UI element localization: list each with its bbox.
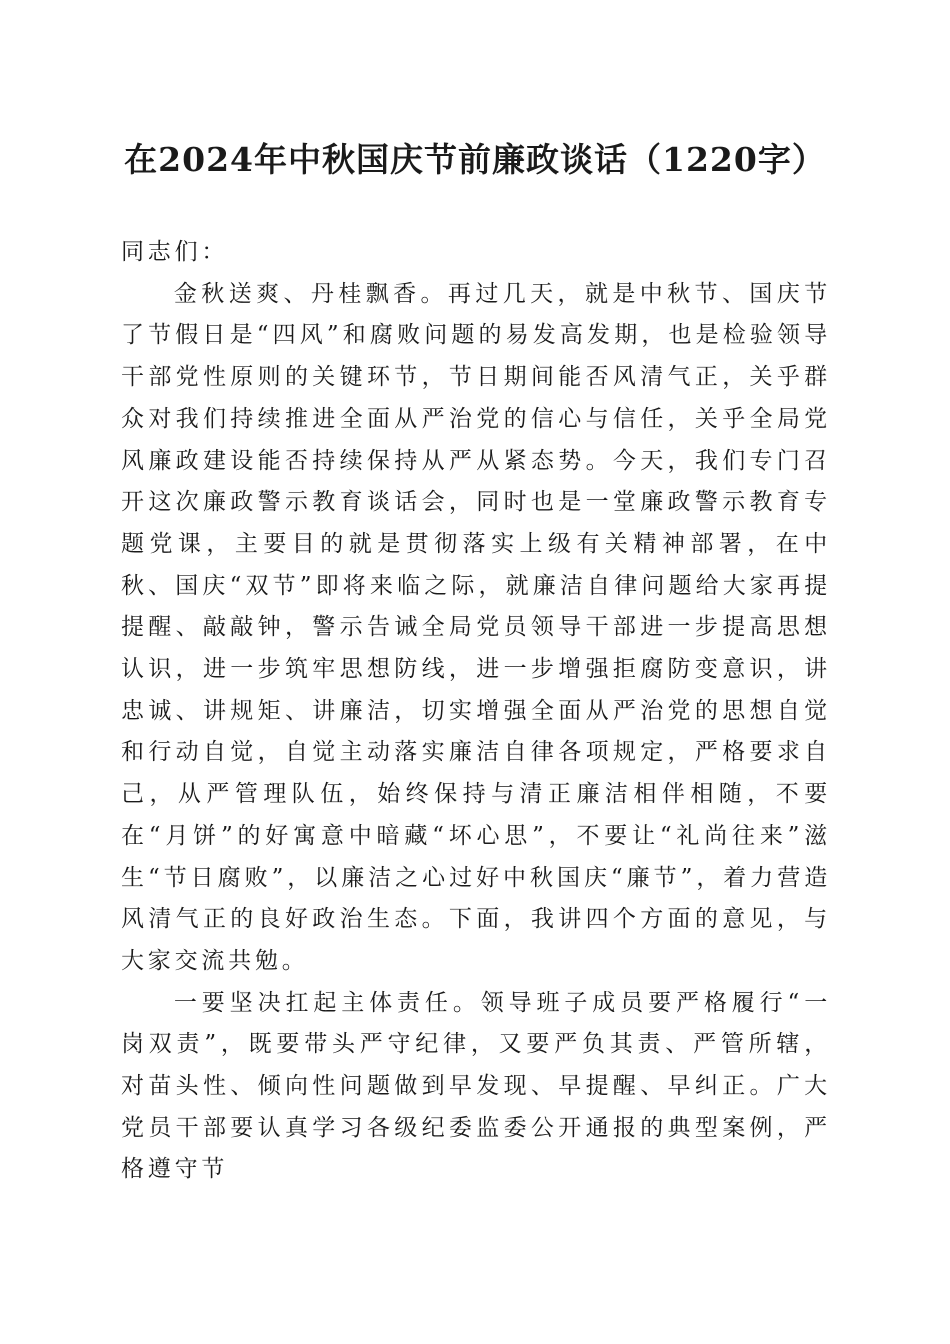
paragraph-intro: 金秋送爽、丹桂飘香。再过几天，就是中秋节、国庆节了节假日是“四风”和腐败问题的易发高发期，也是检验领导干部党性原则的关键环节，节日期间能否风清气正，关乎群众对我们持续推进全面从严治党的信心与信任，关乎全局党风廉政建设能否持续保持从严从紧态势。今天，我们专门召开这次廉政警示教育谈话会，同时也是一堂廉政警示教育专题党课，主要目的就是贯彻落实上级有关精神部署，在中秋、国庆“双节”即将来临之际，就廉洁自律问题给大家再提提醒、敲敲钟，警示告诫全局党员领导干部进一步提高思想认识，进一步筑牢思想防线，进一步增强拒腐防变意识，讲忠诚、讲规矩、讲廉洁，切实增强全面从严治党的思想自觉和行动自觉，自觉主动落实廉洁自律各项规定，严格要求自己，从严管理队伍，始终保持与清正廉洁相伴相随，不要在“月饼”的好寓意中暗藏“坏心思”，不要让“礼尚往来”滋生“节日腐败”，以廉洁之心过好中秋国庆“廉节”，着力营造风清气正的良好政治生态。下面，我讲四个方面的意见，与大家交流共勉。 (121, 280, 831, 974)
document-body (121, 232, 831, 1191)
document-title: 在2024年中秋国庆节前廉政谈话（1220字） (124, 140, 826, 179)
salutation: 同志们： (121, 239, 229, 265)
paragraph-point-one: 一要坚决扛起主体责任。领导班子成员要严格履行“一岗双责”，既要带头严守纪律，又要严负其责、严管所辖，对苗头性、倾向性问题做到早发现、早提醒、早纠正。广大党员干部要认真学习各级纪委监委公开通报的典型案例，严格遵守节 (121, 989, 831, 1183)
